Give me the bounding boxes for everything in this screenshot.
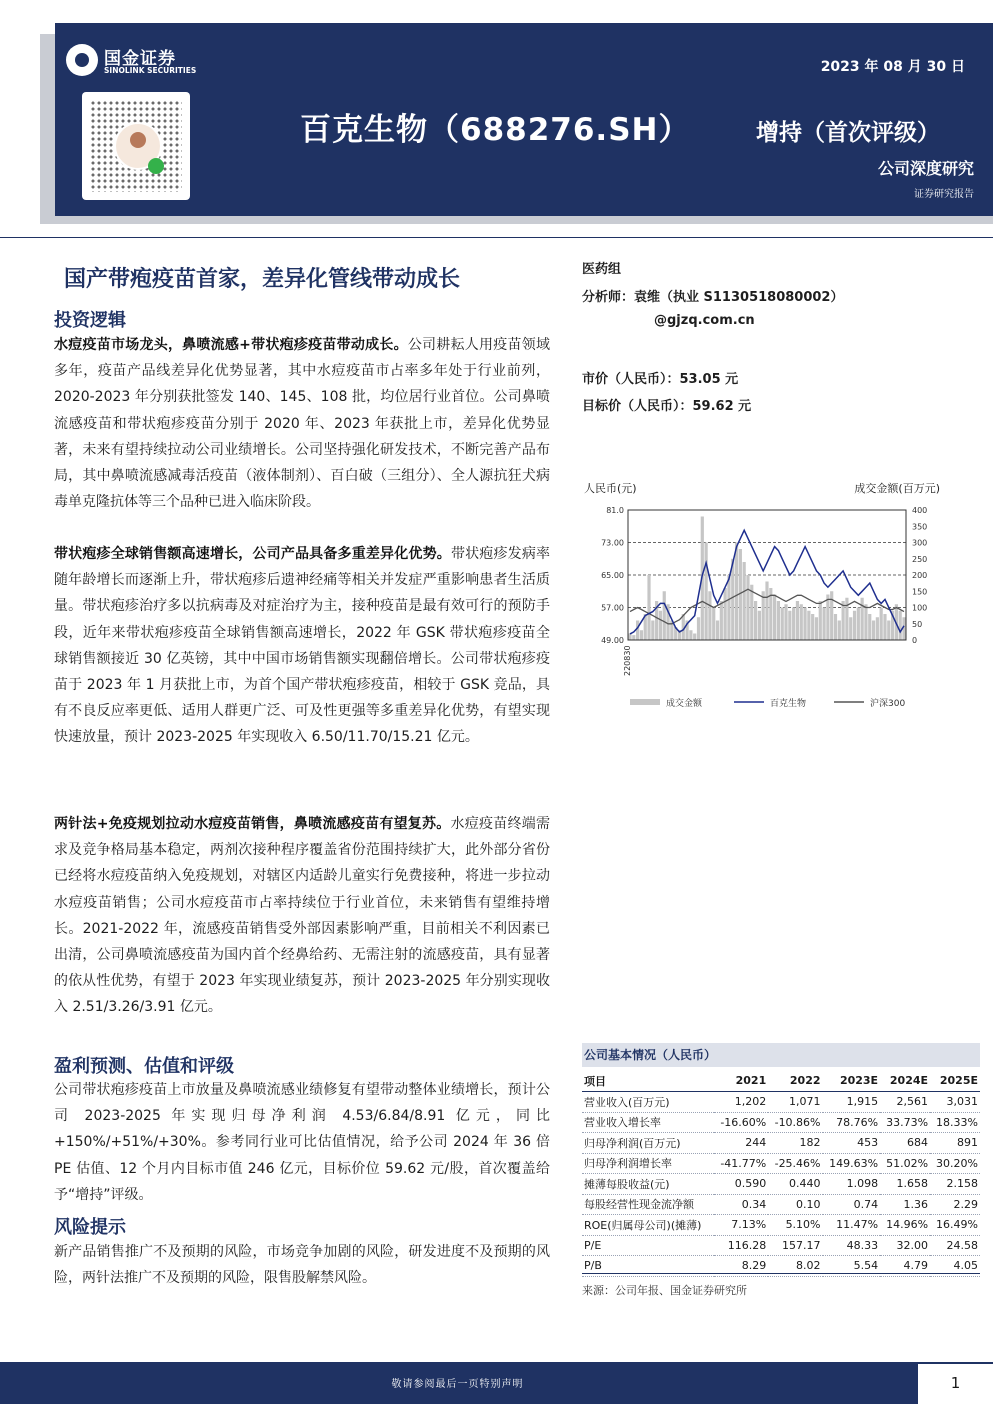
paragraph-3-text: 水痘疫苗终端需求及竞争格局基本稳定，两剂次接种程序覆盖省份范围持续扩大，此外部分省份已经将水痘疫苗纳入免疫规划，对辖区内适龄儿童实行免费接种，将进一步拉动水痘疫苗销售；公司水痘疫苗市占率持续位于行业首位，未来销售有望维持增长。2021-2022 年，流感疫苗销售受外部因素影响严重，目前相关不利因素已出清，公司鼻喷流感疫苗为国内首个经鼻给药、无需注射的流感疫苗，具有显著的依从性优势，有望于 2023 年实现业绩复苏，预计 2023-2025 年分别实现收入 2.51/3.26/3.91 亿元。 <box>54 816 551 1016</box>
volume-bar <box>792 608 795 641</box>
volume-bar <box>773 595 776 641</box>
company-title: 百克生物（688276.SH） <box>300 112 691 148</box>
table-row <box>582 1194 980 1215</box>
table-row-label: 营业收入增长率 <box>582 1112 714 1133</box>
table-row-label: P/E <box>582 1235 714 1256</box>
target-price: 目标价（人民币）：59.62 元 <box>582 399 752 414</box>
table-row <box>582 1215 980 1236</box>
legend-label: 成交金额 <box>666 699 703 709</box>
volume-bar <box>693 634 696 641</box>
volume-bar <box>712 608 715 641</box>
right-tick-label: 100 <box>912 603 928 613</box>
volume-bar <box>868 614 871 640</box>
volume-bar <box>807 611 810 640</box>
volume-bar <box>830 591 833 640</box>
volume-bar <box>815 617 818 640</box>
research-group: 医药组 <box>582 262 622 277</box>
table-cell: 30.20% <box>930 1153 980 1174</box>
volume-bar <box>857 608 860 641</box>
volume-bar <box>781 608 784 641</box>
analyst-email[interactable]: @gjzq.com.cn <box>654 313 755 328</box>
volume-bar <box>735 543 738 641</box>
table-cell: 48.33 <box>823 1235 881 1256</box>
table-cell: 14.96% <box>880 1215 930 1236</box>
table-cell: 8.29 <box>714 1256 768 1277</box>
volume-bar <box>842 601 845 640</box>
table-cell: 1.098 <box>823 1174 881 1195</box>
footer-note: 敬请参阅最后一页特别声明 <box>391 1379 524 1390</box>
table-cell: 3,031 <box>930 1092 980 1113</box>
analyst: 分析师：袁维（执业 S1130518080002） <box>582 290 844 305</box>
left-tick-label: 81.0 <box>606 506 624 515</box>
volume-bar <box>647 575 650 640</box>
table-row <box>582 1133 980 1154</box>
volume-bar <box>754 601 757 640</box>
table-header-cell: 2021 <box>714 1070 768 1092</box>
table-cell: 182 <box>768 1133 822 1154</box>
table-cell: 78.76% <box>823 1112 881 1133</box>
right-tick-label: 50 <box>912 619 923 629</box>
table-cell: 11.47% <box>823 1215 881 1236</box>
legend-label: 百克生物 <box>770 699 807 709</box>
volume-bar <box>864 604 867 640</box>
table-row-label: 每股经营性现金流净额 <box>582 1194 714 1215</box>
volume-bar <box>640 630 643 640</box>
logo-text-en: SINOLINK SECURITIES <box>104 66 197 75</box>
left-tick-label: 57.00 <box>601 603 624 613</box>
table-row <box>582 1174 980 1195</box>
market-price: 市价（人民币）：53.05 元 <box>582 372 739 387</box>
volume-bar <box>788 611 791 640</box>
volume-bar <box>834 614 837 640</box>
company-logo <box>66 44 226 84</box>
table-header-row <box>582 1070 980 1092</box>
volume-bar <box>727 575 730 640</box>
volume-bar <box>750 585 753 640</box>
volume-bar <box>872 621 875 641</box>
table-cell: -10.86% <box>768 1112 822 1133</box>
right-tick-label: 350 <box>912 522 928 532</box>
table-cell: 0.10 <box>768 1194 822 1215</box>
volume-bar <box>803 608 806 641</box>
table-row-label: P/B <box>582 1256 714 1277</box>
volume-bars <box>628 517 905 641</box>
rating: 增持（首次评级） <box>756 120 940 146</box>
paragraph-2 <box>54 541 550 751</box>
left-tick-label: 49.00 <box>601 636 624 645</box>
volume-bar <box>705 543 708 641</box>
table-cell: 7.13% <box>714 1215 768 1236</box>
volume-bar <box>743 562 746 640</box>
logo-text-cn: 国金证券 <box>104 49 176 69</box>
table-cell: 18.33% <box>930 1112 980 1133</box>
paragraph-2-text: 带状疱疹发病率随年龄增长而逐渐上升，带状疱疹后遗神经痛等相关并发症严重影响患者生活质量。带状疱疹治疗多以抗病毒及对症治疗为主，接种疫苗是最有效可行的预防手段，近年来带状疱疹疫苗全球销售额高速增长，2022 年 GSK 带状疱疹疫苗全球销售额接近 30 亿英镑，其中中国市场销售额实现翻倍增长。公司带状疱疹疫苗于 2023 年 1 月获批上市，为首个国产带状疱疹疫苗，相较于 GSK 竞品，具有不良反应率更低、适用人群更广泛、可及性更强等多重差异化优势，有望实现快速放量，预计 2023-2025 年实现收入 6.50/11.70/15.21 亿元。 <box>54 546 551 746</box>
table-cell: -16.60% <box>714 1112 768 1133</box>
volume-bar <box>887 621 890 641</box>
table-cell: 1.36 <box>880 1194 930 1215</box>
table-cell: 157.17 <box>768 1235 822 1256</box>
report-kind: 证券研究报告 <box>914 189 974 200</box>
chart-legend <box>630 697 905 709</box>
table-row <box>582 1112 980 1133</box>
volume-bar <box>758 611 761 640</box>
section-title-logic: 投资逻辑 <box>54 310 126 331</box>
table-row-label: 摊薄每股收益(元) <box>582 1174 714 1195</box>
volume-bar <box>796 601 799 640</box>
volume-bar <box>762 591 765 640</box>
table-header-cell: 2023E <box>823 1070 881 1092</box>
table-cell: 0.590 <box>714 1174 768 1195</box>
volume-bar <box>724 588 727 640</box>
table-bottom-rule <box>582 1273 980 1274</box>
table-cell: -25.46% <box>768 1153 822 1174</box>
table-cell: 244 <box>714 1133 768 1154</box>
volume-bar <box>777 601 780 640</box>
price-chart <box>582 478 942 718</box>
table-header-cell: 项目 <box>582 1070 714 1092</box>
volume-bar <box>845 598 848 640</box>
table-cell: 0.440 <box>768 1174 822 1195</box>
table-title-text: 公司基本情况（人民币） <box>584 1048 717 1062</box>
table-body <box>582 1092 980 1277</box>
right-tick-label: 400 <box>912 506 928 515</box>
headline: 国产带疱疫苗首家，差异化管线带动成长 <box>64 267 461 292</box>
table-cell: 8.02 <box>768 1256 822 1277</box>
financial-table <box>582 1070 980 1277</box>
table-cell: 1,071 <box>768 1092 822 1113</box>
table-row-label: 营业收入(百万元) <box>582 1092 714 1113</box>
table-header-cell: 2024E <box>880 1070 930 1092</box>
volume-bar <box>800 604 803 640</box>
volume-bar <box>628 634 631 641</box>
volume-bar <box>883 614 886 640</box>
table-cell: 2.158 <box>930 1174 980 1195</box>
paragraph-5: 新产品销售推广不及预期的风险，市场竞争加剧的风险，研发进度不及预期的风险，两针法推广不及预期的风险，限售股解禁风险。 <box>54 1244 550 1287</box>
table-cell: 16.49% <box>930 1215 980 1236</box>
table-cell: 1,202 <box>714 1092 768 1113</box>
volume-bar <box>826 595 829 641</box>
volume-bar <box>708 591 711 640</box>
x-start-label: 220830 <box>623 645 632 676</box>
volume-bar <box>689 630 692 640</box>
left-tick-label: 73.00 <box>601 538 624 548</box>
volume-bar <box>819 601 822 640</box>
table-row-label: ROE(归属母公司)(摊薄) <box>582 1215 714 1236</box>
volume-bar <box>720 601 723 640</box>
table-cell: 2,561 <box>880 1092 930 1113</box>
left-tick-label: 65.00 <box>601 571 624 580</box>
table-row <box>582 1235 980 1256</box>
paragraph-1-text: 公司耕耘人用疫苗领域多年，疫苗产品线差异化优势显著，其中水痘疫苗市占率多年处于行业前列，2020-2023 年分别获批签发 140、145、108 批，均位居行业首位。公司鼻喷流感疫苗和带状疱疹疫苗分别于 2020 年、2023 年获批上市，差异化优势显著，未来有望持续拉动公司业绩增长。公司坚持强化研发技术，不断完善产品布局，其中鼻喷流感减毒活疫苗（液体制剂）、百白破（三组分）、全人源抗狂犬病毒单克隆抗体等三个品种已进入临床阶段。 <box>54 337 550 511</box>
right-tick-label: 300 <box>912 538 928 548</box>
table-cell: 0.74 <box>823 1194 881 1215</box>
volume-bar <box>716 621 719 641</box>
paragraph-4: 公司带状疱疹疫苗上市放量及鼻喷流感业绩修复有望带动整体业绩增长，预计公司 2023-2025 年实现归母净利润 4.53/6.84/8.91 亿元，同比+150%/+51%/+30%。参考同行业可比估值情况，给予公司 2024 年 36 倍 PE 估值、12 个月内目标市值 246 亿元，目标价位 59.62 元/股，首次覆盖给予“增持”评级。 <box>54 1082 550 1203</box>
volume-bar <box>861 598 864 640</box>
right-tick-label: 250 <box>912 554 928 564</box>
table-row <box>582 1092 980 1113</box>
table-cell: 5.54 <box>823 1256 881 1277</box>
table-source: 来源：公司年报、国金证券研究所 <box>582 1284 747 1297</box>
table-cell: 891 <box>930 1133 980 1154</box>
paragraph-2-lead: 带状疱疹全球销售额高速增长，公司产品具备多重差异化优势。 <box>54 546 451 562</box>
table-cell: 51.02% <box>880 1153 930 1174</box>
table-cell: 4.79 <box>880 1256 930 1277</box>
paragraph-3 <box>54 811 550 1021</box>
volume-bar <box>651 621 654 641</box>
report-date: 2023 年 08 月 30 日 <box>820 59 965 75</box>
qr-code-icon <box>82 92 190 200</box>
table-cell: 33.73% <box>880 1112 930 1133</box>
table-cell: 684 <box>880 1133 930 1154</box>
volume-bar <box>849 617 852 640</box>
volume-bar <box>765 582 768 641</box>
volume-bar <box>632 635 635 640</box>
chart-left-label: 人民币(元) <box>584 482 637 495</box>
section-title-risk: 风险提示 <box>54 1217 126 1238</box>
table-title <box>582 1043 980 1067</box>
table-cell: 4.05 <box>930 1256 980 1277</box>
table-row-label: 归母净利润(百万元) <box>582 1133 714 1154</box>
table-cell: -41.77% <box>714 1153 768 1174</box>
page-number: 1 <box>950 1374 961 1392</box>
table-cell: 116.28 <box>714 1235 768 1256</box>
volume-bar <box>876 617 879 640</box>
table-cell: 1,915 <box>823 1092 881 1113</box>
volume-bar <box>880 608 883 641</box>
right-tick-label: 150 <box>912 587 928 597</box>
volume-bar <box>899 611 902 640</box>
volume-bar <box>636 621 639 641</box>
volume-bar <box>853 611 856 640</box>
volume-bar <box>822 608 825 641</box>
wechat-icon <box>148 158 164 174</box>
chart-right-label: 成交金额(百万元) <box>854 482 940 495</box>
table-cell: 32.00 <box>880 1235 930 1256</box>
volume-bar <box>731 559 734 640</box>
paragraph-1 <box>54 332 550 515</box>
logo-mark-icon <box>66 44 98 76</box>
volume-bar <box>659 611 662 640</box>
table-header-cell: 2022 <box>768 1070 822 1092</box>
table-cell: 2.29 <box>930 1194 980 1215</box>
legend-swatch-volume <box>630 699 660 705</box>
header-rule <box>0 237 993 238</box>
table-cell: 149.63% <box>823 1153 881 1174</box>
volume-bar <box>784 604 787 640</box>
table-cell: 0.34 <box>714 1194 768 1215</box>
volume-bar <box>811 614 814 640</box>
report-type: 公司深度研究 <box>877 159 974 178</box>
table-cell: 1.658 <box>880 1174 930 1195</box>
volume-bar <box>663 591 666 640</box>
paragraph-3-lead: 两针法+免疫规划拉动水痘疫苗销售，鼻喷流感疫苗有望复苏。 <box>54 816 451 832</box>
legend-label: 沪深300 <box>870 699 906 709</box>
section-title-forecast: 盈利预测、估值和评级 <box>54 1056 234 1077</box>
volume-bar <box>838 621 841 641</box>
table-cell: 5.10% <box>768 1215 822 1236</box>
volume-bar <box>746 575 749 640</box>
table-row-label: 归母净利润增长率 <box>582 1153 714 1174</box>
right-tick-label: 0 <box>912 636 918 645</box>
table-header-cell: 2025E <box>930 1070 980 1092</box>
table-cell: 24.58 <box>930 1235 980 1256</box>
table-row <box>582 1153 980 1174</box>
volume-bar <box>697 617 700 640</box>
paragraph-1-lead: 水痘疫苗市场龙头，鼻喷流感+带状疱疹疫苗带动成长。 <box>54 337 408 353</box>
right-tick-label: 200 <box>912 571 928 580</box>
table-cell: 453 <box>823 1133 881 1154</box>
